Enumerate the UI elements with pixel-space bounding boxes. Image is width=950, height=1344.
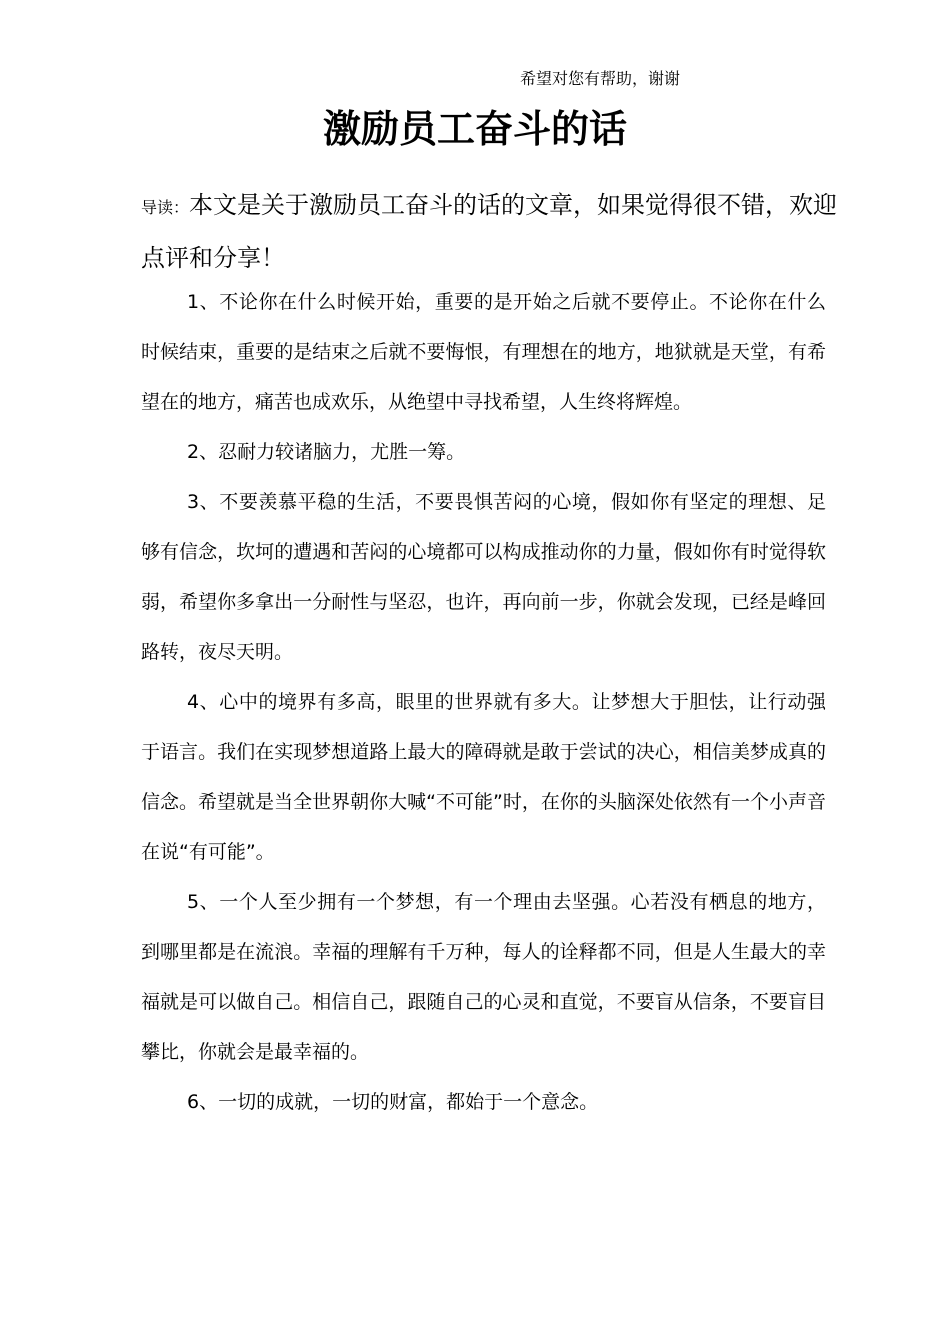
header-note: 希望对您有帮助，谢谢 bbox=[520, 69, 681, 88]
body-text bbox=[141, 277, 826, 1127]
paragraph-1: 1、不论你在什么时候开始，重要的是开始之后就不要停止。不论你在什么时候结束，重要的是结束之后就不要悔恨，有理想在的地方，地狱就是天堂，有希望在的地方，痛苦也成欢乐，从绝望中寻找希望，人生终将辉煌。 bbox=[141, 291, 826, 413]
paragraph-2: 2、忍耐力较诸脑力，尤胜一筹。 bbox=[187, 441, 466, 463]
paragraph-4: 4、心中的境界有多高，眼里的世界就有多大。让梦想大于胆怯，让行动强于语言。我们在实现梦想道路上最大的障碍就是敢于尝试的决心，相信美梦成真的信念。希望就是当全世界朝你大喊“不可能”时，在你的头脑深处依然有一个小声音在说“有可能”。 bbox=[141, 691, 826, 863]
paragraph-5: 5、一个人至少拥有一个梦想，有一个理由去坚强。心若没有栖息的地方，到哪里都是在流浪。幸福的理解有千万种，每人的诠释都不同，但是人生最大的幸福就是可以做自己。相信自己，跟随自己的心灵和直觉，不要盲从信条，不要盲目攀比，你就会是最幸福的。 bbox=[141, 891, 826, 1063]
intro-paragraph bbox=[141, 180, 841, 283]
paragraph-3: 3、不要羡慕平稳的生活，不要畏惧苦闷的心境，假如你有坚定的理想、足够有信念，坎坷的遭遇和苦闷的心境都可以构成推动你的力量，假如你有时觉得软弱，希望你多拿出一分耐性与坚忍，也许，再向前一步，你就会发现，已经是峰回路转，夜尽天明。 bbox=[141, 491, 826, 663]
page-title: 激励员工奋斗的话 bbox=[322, 107, 627, 151]
intro-label: 导读： bbox=[141, 198, 190, 217]
paragraph-6: 6、一切的成就，一切的财富，都始于一个意念。 bbox=[187, 1091, 599, 1113]
intro-text: 本文是关于激励员工奋斗的话的文章，如果觉得很不错，欢迎点评和分享！ bbox=[141, 191, 838, 272]
